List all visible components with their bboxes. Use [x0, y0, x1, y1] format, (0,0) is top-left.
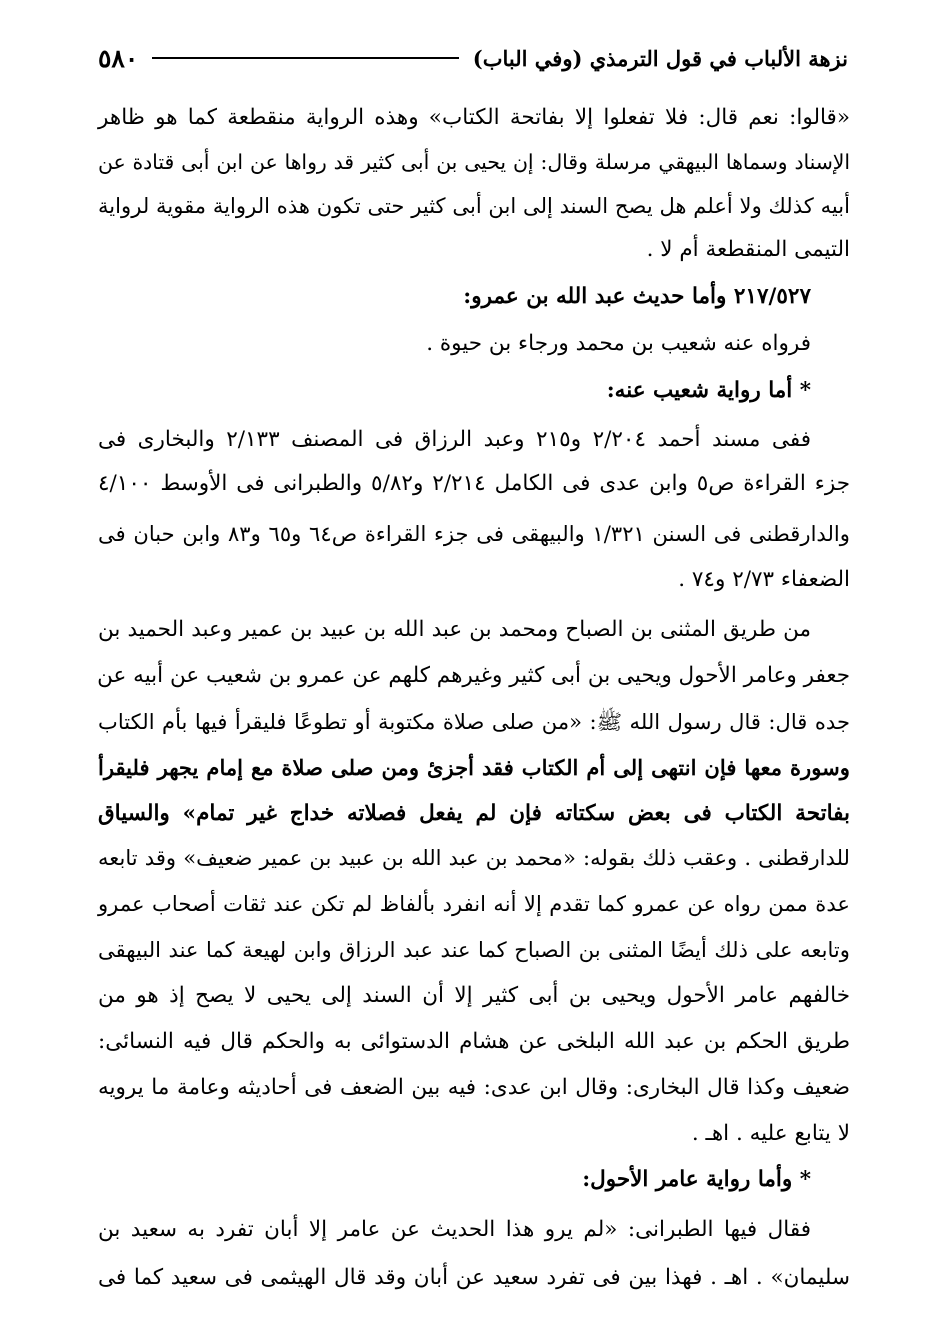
text-line: من طريق المثنى بن الصباح ومحمد بن عبد الله بن عبيد بن عمير وعبد الحميد بن — [98, 617, 811, 642]
text-line: طريق الحكم بن عبد الله البلخى عن هشام الدستوائى به والحكم قال فيه النسائى: — [98, 1029, 850, 1054]
text-line: والدارقطنى فى السنن ١/٣٢١ والبيهقى فى جزء القراءة ص٦٤ و٦٥ و٨٣ وابن حبان فى — [98, 521, 850, 546]
text-line: «قالوا: نعم قال: فلا تفعلوا إلا بفاتحة الكتاب» وهذه الرواية منقطعة كما هو ظاهر — [98, 105, 850, 130]
section-heading: ٢١٧/٥٢٧ وأما حديث عبد الله بن عمرو: — [463, 284, 811, 309]
text-line: للدارقطنى . وعقب ذلك بقوله: «محمد بن عبد الله بن عبيد بن عمير ضعيف» وقد تابعه — [98, 845, 850, 870]
text-line: جعفر وعامر الأحول ويحيى بن أبى كثير وغيرهم كلهم عن عمرو بن شعيب عن أبيه عن — [97, 663, 850, 688]
text-line: جزء القراءة ص٥ وابن عدى فى الكامل ٢/٢١٤ و٥/٨٢ والطبرانى فى الأوسط ٤/١٠٠ — [98, 471, 850, 496]
text-line: لا يتابع عليه . اهـ . — [691, 1121, 850, 1146]
header-rule — [152, 57, 459, 59]
text-line: سليمان» . اهـ . فهذا بين فى تفرد سعيد عن أبان وقد قال الهيثمى فى سعيد كما فى — [98, 1265, 850, 1290]
text-line: فقال فيها الطبرانى: «لم يرو هذا الحديث عن عامر إلا أبان تفرد به سعيد بن — [98, 1217, 811, 1242]
text-line: الإسناد وسماها البيهقي مرسلة وقال: إن يحيى بن أبى كثير قد رواها عن ابن أبى قتادة عن — [98, 150, 850, 174]
hadith-text-line: بفاتحة الكتاب فى بعض سكتاته فإن لم يفعل فصلاته خداج غير تمام» والسياق — [98, 801, 850, 826]
text-line: أبيه كذلك ولا أعلم هل يصح السند إلى ابن أبى كثير حتى تكون هذه الرواية مقوية لرواية — [98, 193, 850, 218]
subsection-heading: * أما رواية شعيب عنه: — [606, 378, 811, 403]
text-line: ضعيف وكذا قال البخارى: وقال ابن عدى: فيه بين الضعف فى أحاديثه وعامة ما يرويه — [98, 1075, 850, 1100]
subsection-heading: * وأما رواية عامر الأحول: — [582, 1167, 811, 1192]
text-line: فرواه عنه شعيب بن محمد ورجاء بن حيوة . — [426, 331, 811, 356]
text-line: جده قال: قال رسول الله ﷺ: «من صلى صلاة مكتوبة أو تطوعًا فليقرأ فيها بأم الكتاب — [98, 709, 850, 734]
running-title: نزهة الألباب في قول الترمذي (وفي الباب) — [472, 45, 848, 71]
text-line: وتابعه على ذلك أيضًا المثنى بن الصباح كما عند عبد الرزاق وابن لهيعة كما عند البيهقى — [98, 937, 850, 962]
text-line: الضعفاء ٢/٧٣ و٧٤ . — [678, 567, 850, 592]
text-line: التيمى المنقطعة أم لا . — [646, 237, 850, 262]
text-line: خالفهم عامر الأحول ويحيى بن أبى كثير إلا أن السند إلى يحيى لا يصح إذ هو من — [98, 983, 850, 1008]
page-number: ٥٨٠ — [98, 43, 139, 73]
hadith-text-line: وسورة معها فإن انتهى إلى أم الكتاب فقد أجزئ ومن صلى صلاة مع إمام يجهر فليقرأ — [98, 755, 850, 780]
text-line: ففى مسند أحمد ٢/٢٠٤ و٢١٥ وعبد الرزاق فى المصنف ٢/١٣٣ والبخارى فى — [98, 427, 812, 452]
text-line: عدة ممن رواه عن عمرو كما تقدم إلا أنه انفرد بألفاظ لم تكن عند ثقات أصحاب عمرو — [98, 891, 850, 916]
page-header — [98, 38, 848, 78]
